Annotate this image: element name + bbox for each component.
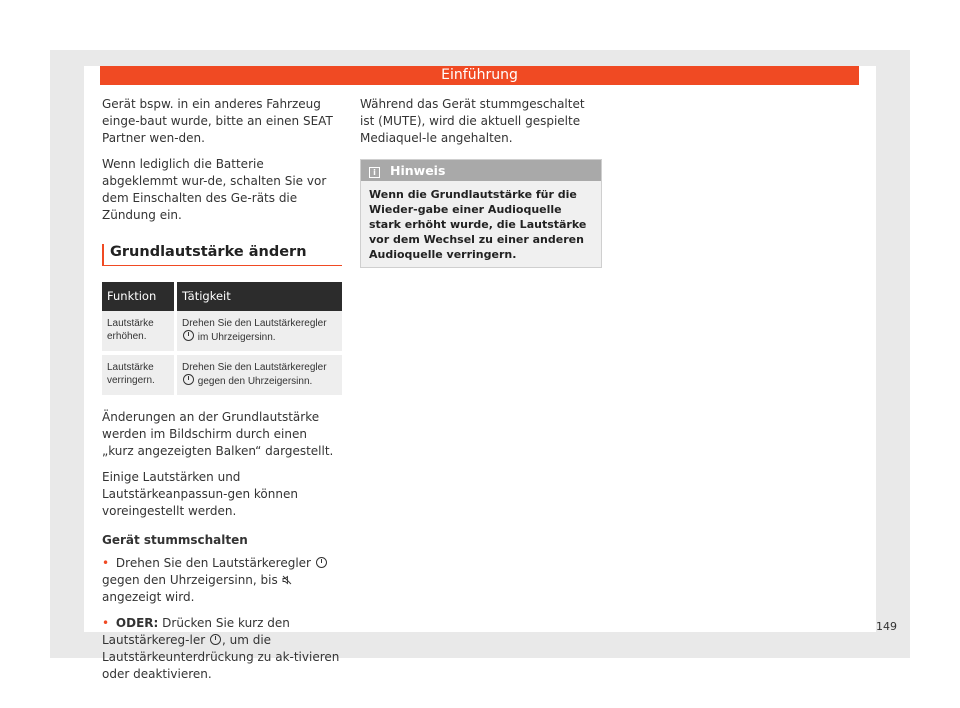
bullet-text: angezeigt wird. [102, 590, 195, 604]
volume-knob-icon [183, 374, 194, 385]
right-column [360, 96, 602, 268]
note-header [361, 160, 601, 181]
function-table [102, 282, 342, 395]
bullet-label: ODER: [115, 616, 159, 630]
table-header-row [102, 282, 342, 311]
info-icon: i [369, 167, 380, 178]
chapter-header: Einführung [100, 66, 859, 85]
bullet-icon: • [102, 556, 110, 570]
section-heading: Grundlautstärke ändern [102, 244, 342, 266]
volume-knob-icon [316, 557, 327, 568]
action-text: gegen den Uhrzeigersinn. [197, 376, 313, 387]
table-cell-function: Lautstärke erhöhen. [102, 311, 176, 353]
paragraph: Änderungen an der Grundlautstärke werden im Bildschirm durch einen „kurz angezeigten Balken“ dargestellt. [102, 410, 334, 458]
note-title: Hinweis [390, 163, 446, 178]
note-text: Wenn die Grundlautstärke für die Wieder-gabe einer Audioquelle stark erhöht wurde, die Lautstärke vor dem Wechsel zu einer anderen Audioquelle verringern. [369, 188, 587, 261]
page-number: 149 [876, 620, 897, 633]
volume-knob-icon [210, 634, 221, 645]
table-cell-action [176, 311, 343, 353]
table-row [102, 311, 342, 353]
paragraph: Wenn lediglich die Batterie abgeklemmt wur-de, schalten Sie vor dem Einschalten des Ge-räts die Zündung ein. [102, 157, 327, 222]
bullet-item [102, 615, 342, 683]
paragraph: Einige Lautstärken und Lautstärkeanpassun-gen können voreingestellt werden. [102, 470, 298, 518]
mute-icon [282, 575, 292, 585]
note-box [360, 159, 602, 268]
action-text: Drehen Sie den Lautstärkeregler [182, 318, 327, 329]
subheading: Gerät stummschalten [102, 533, 248, 547]
table-cell-action [176, 353, 343, 395]
volume-knob-icon [183, 330, 194, 341]
table-cell-function: Lautstärke verringern. [102, 353, 176, 395]
bullet-text: , um die Lautstärkeunterdrückung zu ak-tivieren oder deaktivieren. [102, 633, 340, 681]
column-header-function: Funktion [102, 282, 176, 311]
column-header-action: Tätigkeit [176, 282, 343, 311]
bullet-text: gegen den Uhrzeigersinn, bis [102, 573, 278, 587]
bullet-text: Drücken Sie kurz den Lautstärkereg-ler [102, 616, 290, 647]
action-text: Drehen Sie den Lautstärkeregler [182, 362, 327, 373]
action-text: im Uhrzeigersinn. [197, 332, 276, 343]
bullet-text: Drehen Sie den Lautstärkeregler [115, 556, 311, 570]
bullet-item [102, 555, 342, 606]
paragraph: Gerät bspw. in ein anderes Fahrzeug einge-baut wurde, bitte an einen SEAT Partner wen-den. [102, 97, 333, 145]
table-row [102, 353, 342, 395]
paragraph: Während das Gerät stummgeschaltet ist (MUTE), wird die aktuell gespielte Mediaquel-le angehalten. [360, 97, 585, 145]
left-column [102, 96, 342, 692]
bullet-icon: • [102, 616, 110, 630]
